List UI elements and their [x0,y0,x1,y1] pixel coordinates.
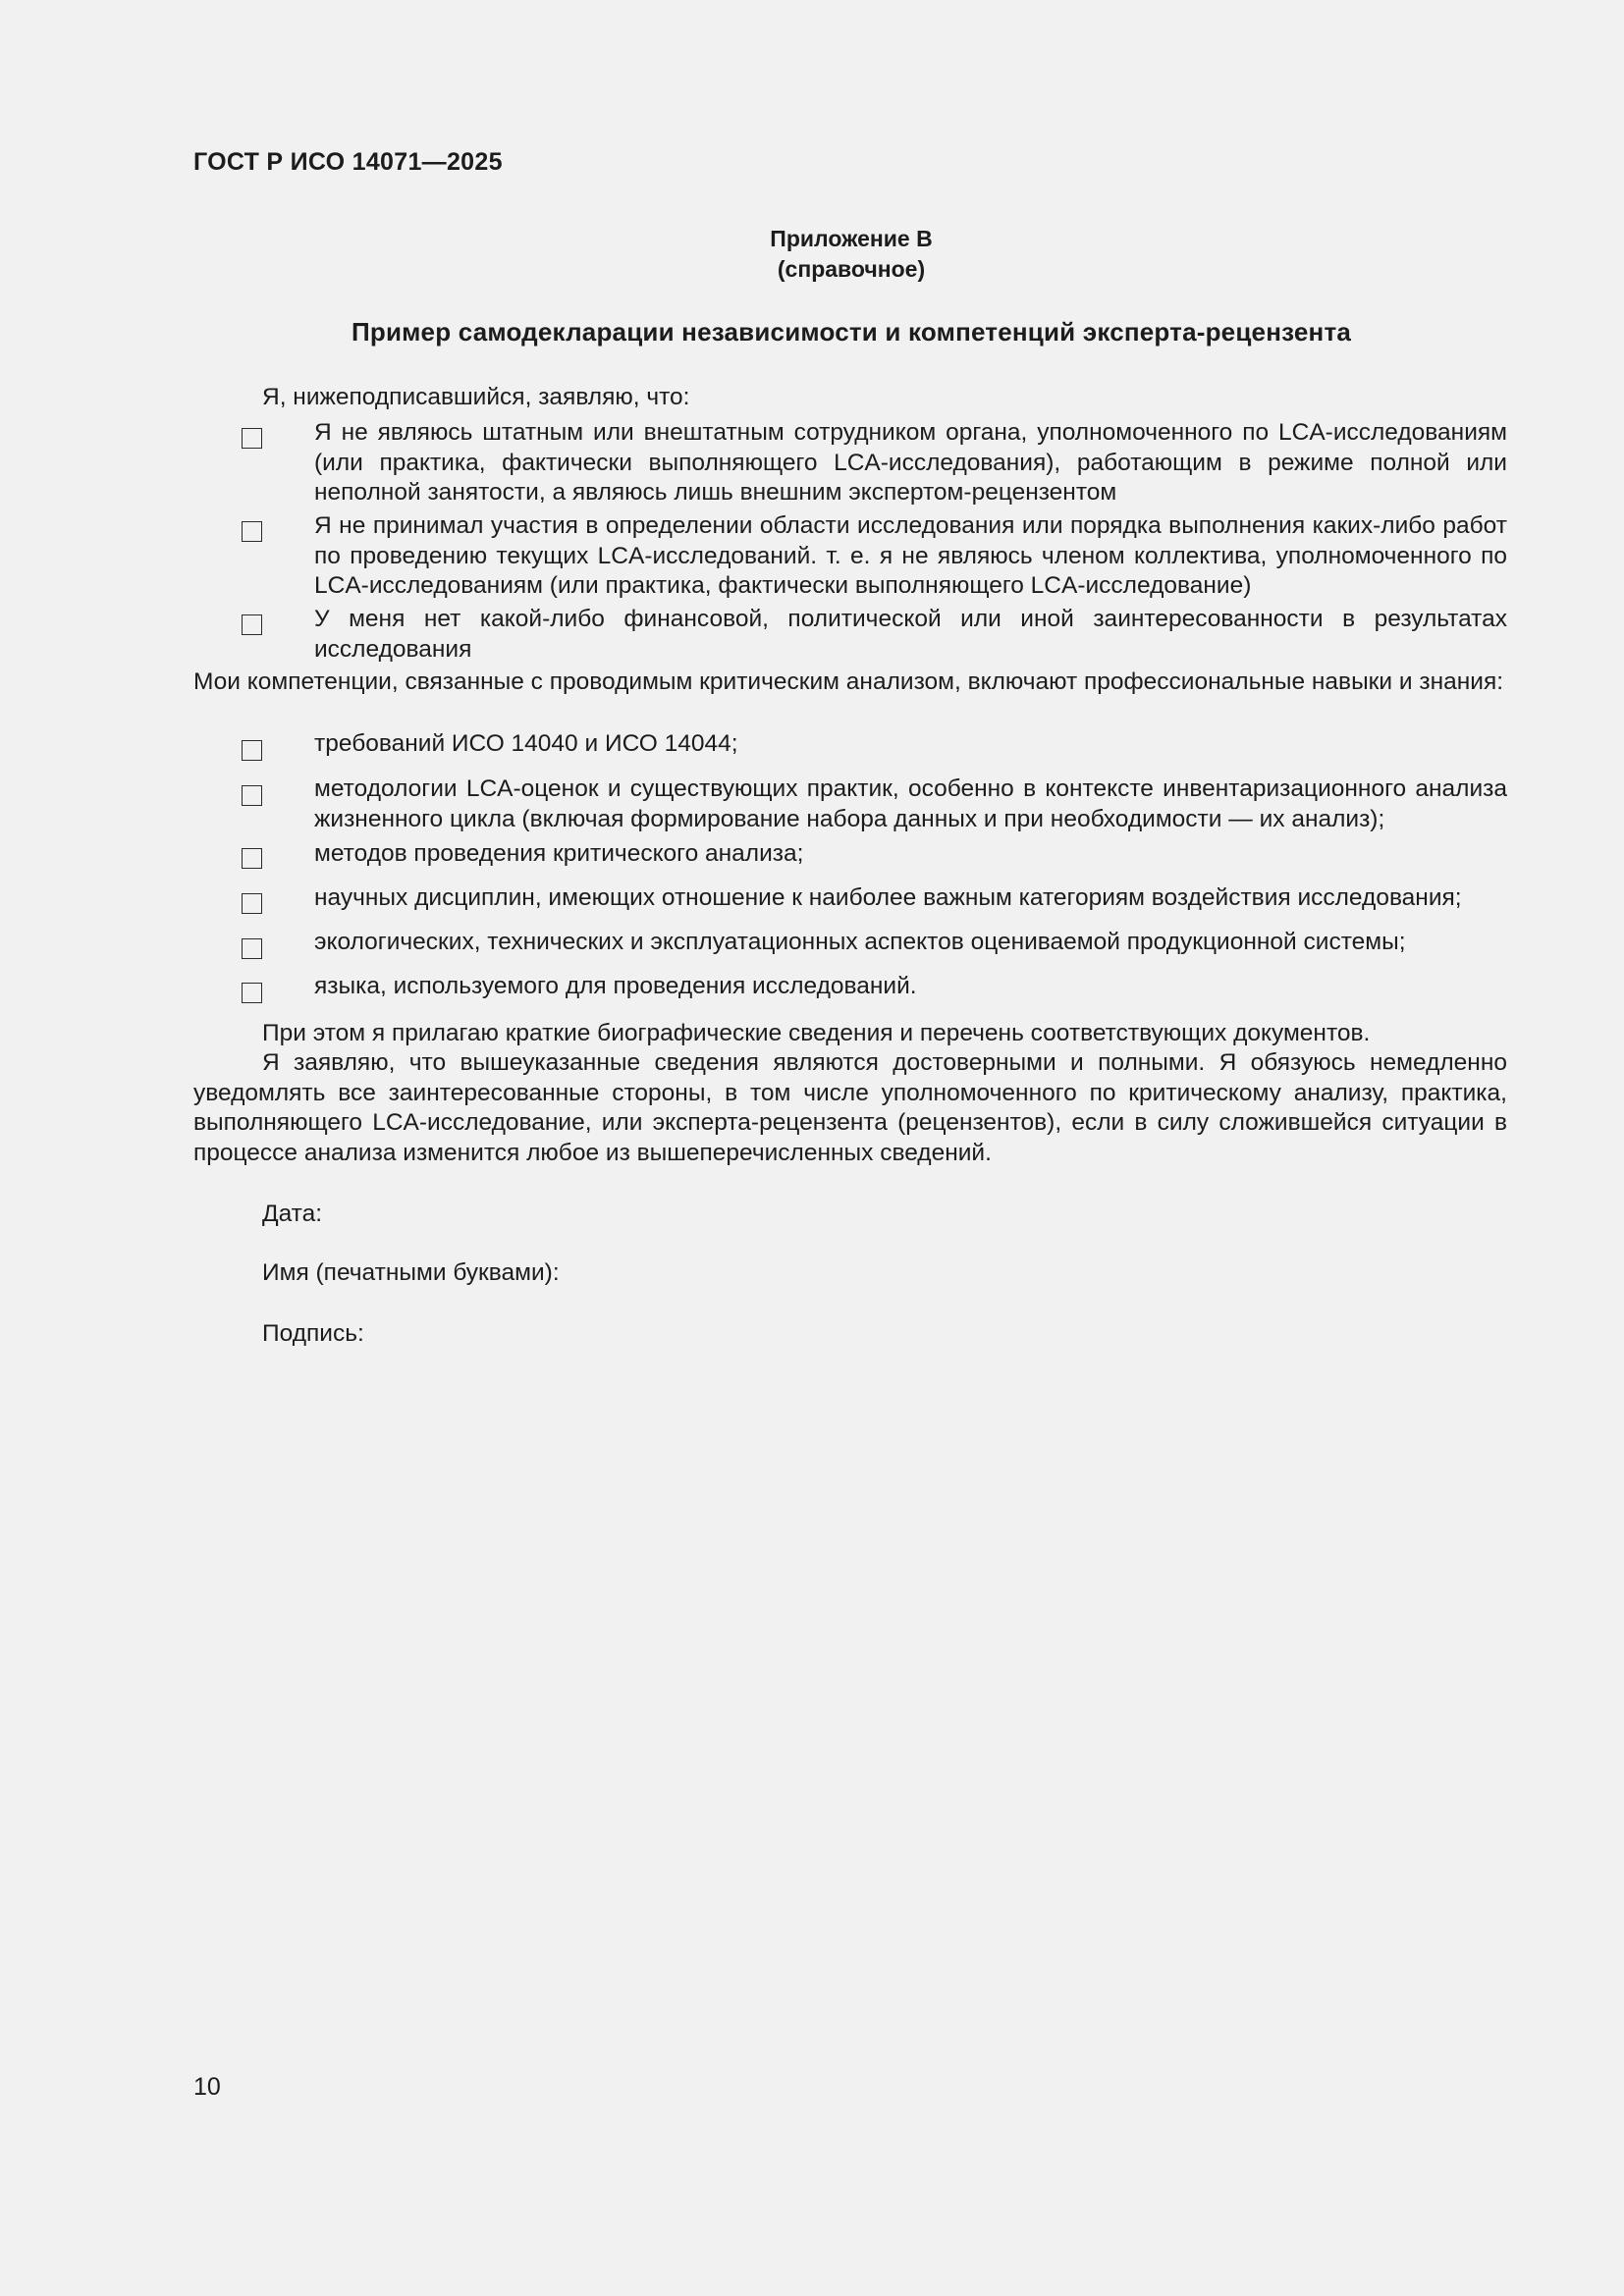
annex-note: (справочное) [777,256,926,282]
document-identifier: ГОСТ Р ИСО 14071—2025 [193,148,503,176]
page-number: 10 [193,2073,221,2101]
competence-text-3: методов проведения критического анализа; [314,840,804,867]
declaration-text-1: Я не являюсь штатным или внештатным сотрудником органа, уполномоченного по LCA-исследованиям (или практика, фактически выполняющего LCA-исследования), работающим в режиме полной или неполной занятости, а являюсь лишь внешним экспертом-рецензентом [314,419,1507,506]
competence-text-6: языка, используемого для проведения исследований. [314,973,917,999]
competence-checkbox-3[interactable] [242,848,262,869]
competence-checkbox-1[interactable] [242,740,262,761]
competence-checkbox-4[interactable] [242,893,262,914]
annex-title: Приложение В [770,226,933,251]
statement-paragraph: Я заявляю, что вышеуказанные сведения являются достоверными и полными. Я обязуюсь немедленно уведомлять все заинтересованные стороны, в том числе уполномоченного по критическому анализу, практика, выполняющего LCA-исследование, или эксперта-рецензента (рецензентов), если в силу сложившейся ситуации в процессе анализа изменится любое из вышеперечисленных сведений. [193,1049,1507,1166]
declaration-text-2: Я не принимал участия в определении области исследования или порядка выполнения каких-либо работ по проведению текущих LCA-исследований. т. е. я не являюсь членом коллектива, уполномоченного по LCA-исследованиям (или практика, фактически выполняющего LCA-исследование) [314,512,1507,599]
declaration-text-3: У меня нет какой-либо финансовой, политической или иной заинтересованности в результатах исследования [314,606,1507,663]
date-label: Дата: [262,1201,323,1227]
competence-text-4: научных дисциплин, имеющих отношение к наиболее важным категориям воздействия исследования; [314,884,1462,911]
declaration-checkbox-3[interactable] [242,614,262,635]
competence-text-2: методологии LCA-оценок и существующих практик, особенно в контексте инвентаризационного анализа жизненного цикла (включая формирование набора данных и при необходимости — их анализ); [314,775,1507,832]
intro-text: Я, нижеподписавшийся, заявляю, что: [262,384,690,410]
annex-heading: Пример самодекларации независимости и компетенций эксперта-рецензента [351,317,1352,347]
signature-label: Подпись: [262,1320,364,1347]
competence-text-1: требований ИСО 14040 и ИСО 14044; [314,730,738,757]
competence-text-5: экологических, технических и эксплуатационных аспектов оцениваемой продукционной системы; [314,929,1406,955]
competence-checkbox-5[interactable] [242,938,262,959]
name-label: Имя (печатными буквами): [262,1259,560,1286]
attachment-note: При этом я прилагаю краткие биографические сведения и перечень соответствующих документов. [262,1020,1371,1046]
competence-checkbox-6[interactable] [242,983,262,1003]
competence-intro: Мои компетенции, связанные с проводимым критическим анализом, включают профессиональные навыки и знания: [193,668,1504,695]
declaration-checkbox-2[interactable] [242,521,262,542]
competence-checkbox-2[interactable] [242,785,262,806]
declaration-checkbox-1[interactable] [242,428,262,449]
